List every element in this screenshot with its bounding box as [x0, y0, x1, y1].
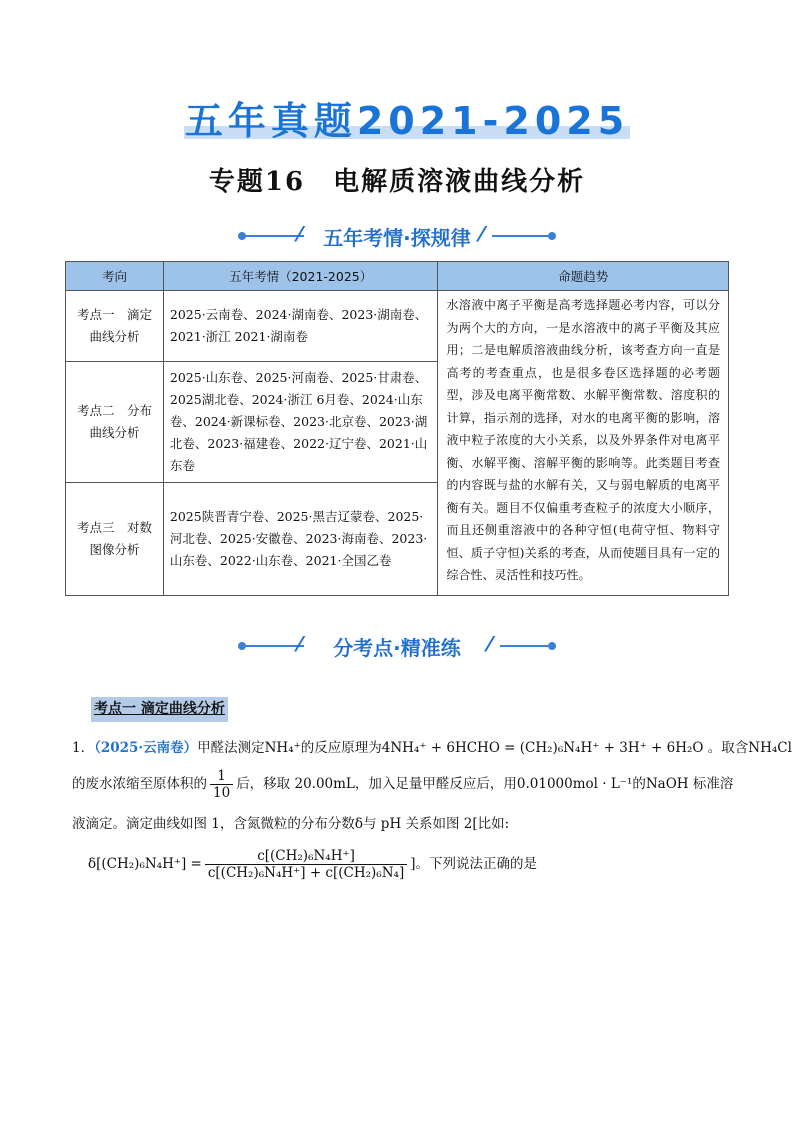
fraction — [210, 768, 233, 801]
table-row — [66, 291, 729, 362]
kaodian-tag: 考点一 滴定曲线分析 — [91, 697, 228, 722]
dot-icon — [548, 232, 556, 240]
section-header-practice — [0, 628, 794, 662]
trend-table — [65, 261, 729, 596]
question-text: 甲醛法测定NH₄⁺的反应原理为4NH₄⁺ + 6HCHO = (CH₂)₆N₄H⁺ + 3H⁺ + 6H₂O 。取含NH₄Cl — [197, 740, 792, 756]
fraction-numerator: 1 — [210, 768, 233, 785]
delta-lhs: δ[(CH₂)₆N₄H⁺] = — [88, 856, 202, 872]
question-line-2 — [72, 768, 733, 801]
slash-icon: ⁄ — [298, 632, 302, 656]
header-cell: 考向 — [66, 262, 164, 291]
divider-line — [492, 235, 550, 237]
delta-numerator: c[(CH₂)₆N₄H⁺] — [205, 848, 407, 865]
header-cell: 五年考情（2021-2025） — [163, 262, 438, 291]
slash-icon: ⁄ — [298, 222, 302, 246]
section-title: 分考点·精准练 — [333, 636, 461, 660]
delta-fraction — [205, 848, 407, 881]
divider-line — [500, 645, 548, 647]
question-number: 1． — [72, 740, 95, 756]
question-line-1 — [72, 738, 792, 758]
question-text: 后，移取 20.00mL，加入足量甲醛反应后，用0.01000mol · L⁻¹的NaOH 标准溶 — [236, 776, 734, 792]
point-cell: 考点二 分布曲线分析 — [66, 362, 164, 483]
question-source: （2025·云南卷） — [94, 740, 198, 756]
years-cell: 2025·云南卷、2024·湖南卷、2023·湖南卷、2021·浙江 2021·湖南卷 — [163, 291, 438, 362]
trend-cell: 水溶液中离子平衡是高考选择题必考内容，可以分为两个大的方向，一是水溶液中的离子平衡及其应用；二是电解质溶液曲线分析，该考查方向一直是高考的考查重点，也是很多卷区选择题的必考题型，涉及电离平衡常数、水解平衡常数、溶度积的计算，指示剂的选择，对水的电离平衡的影响，溶液中粒子浓度的大小关系，以及外界条件对电离平衡、水解平衡、溶解平衡的影响等。此类题目考查的内容既与盐的水解有关，又与弱电解质的电离平衡有关。题目不仅偏重考查粒子的浓度大小顺序，而且还侧重溶液中的各种守恒(电荷守恒、物料守恒、质子守恒)关系的考查，从而使题目具有一定的综合性、灵活性和技巧性。 — [438, 291, 729, 596]
point-cell: 考点三 对数图像分析 — [66, 483, 164, 596]
question-line-4 — [88, 848, 537, 881]
section-header-trends — [0, 218, 794, 252]
main-title: 五年真题2021-2025 — [184, 99, 630, 143]
slash-icon: ⁄ — [488, 632, 492, 656]
section-title: 五年考情·探规律 — [323, 226, 471, 250]
question-line-3 — [72, 814, 509, 834]
dot-icon — [548, 642, 556, 650]
slash-icon: ⁄ — [480, 222, 484, 246]
point-cell: 考点一 滴定曲线分析 — [66, 291, 164, 362]
header-cell: 命题趋势 — [438, 262, 729, 291]
subtitle: 专题16 电解质溶液曲线分析 — [208, 167, 586, 197]
delta-denominator: c[(CH₂)₆N₄H⁺] + c[(CH₂)₆N₄] — [207, 865, 405, 881]
question-text: 的废水浓缩至原体积的 — [72, 776, 207, 792]
years-cell: 2025·山东卷、2025·河南卷、2025·甘肃卷、2025湖北卷、2024·浙江 6月卷、2024·山东卷、2024·新课标卷、2023·北京卷、2023·湖北卷、2023·福建卷、2022·辽宁卷、2021·山东卷 — [163, 362, 438, 483]
fraction-denominator: 10 — [213, 785, 231, 801]
years-cell: 2025陕晋青宁卷、2025·黑吉辽蒙卷、2025·河北卷、2025·安徽卷、2023·海南卷、2023·山东卷、2022·山东卷、2021·全国乙卷 — [163, 483, 438, 596]
question-text: 液滴定。滴定曲线如图 1，含氮微粒的分布分数δ与 pH 关系如图 2[比如: — [72, 816, 510, 832]
question-text: ]。下列说法正确的是 — [410, 856, 537, 872]
table-header-row — [66, 262, 729, 291]
